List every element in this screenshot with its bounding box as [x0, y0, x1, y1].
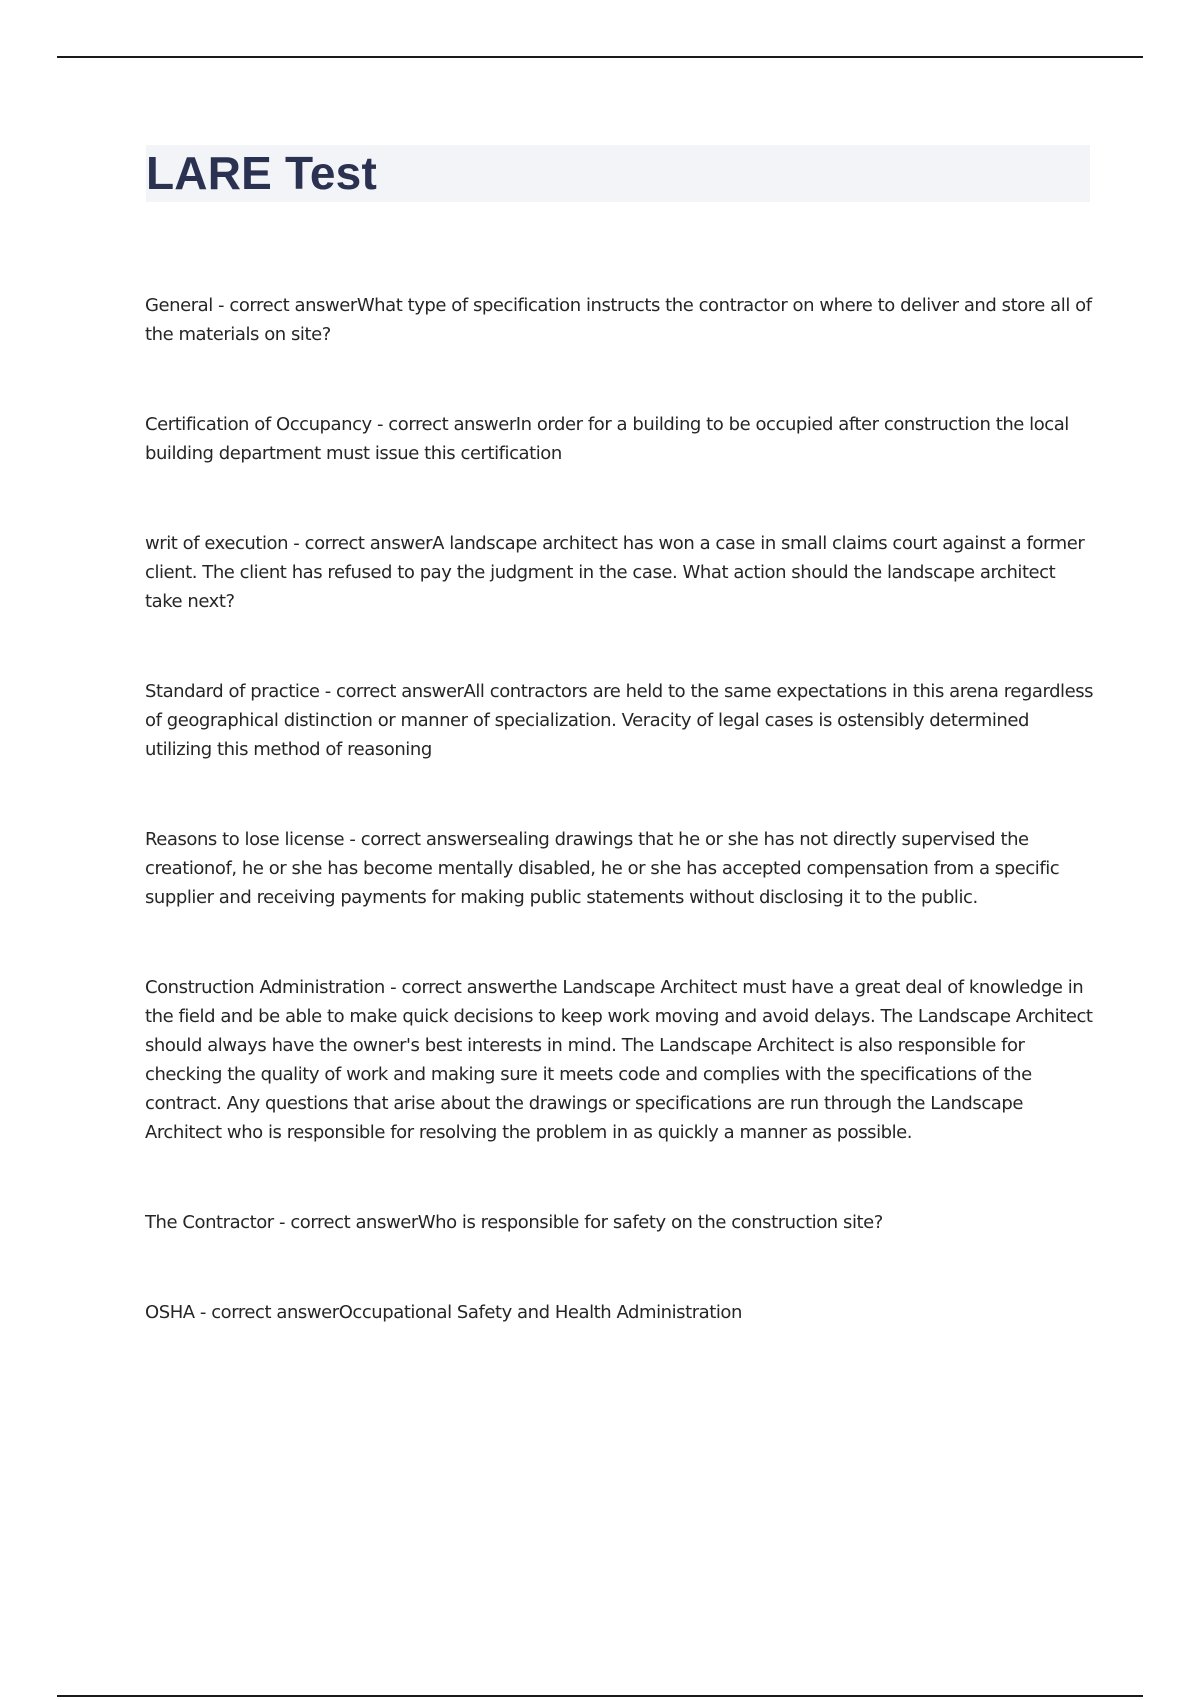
page-title: LARE Test: [146, 147, 377, 199]
entry-general: General - correct answerWhat type of specification instructs the contractor on where to deliver and store all of the materials on site?: [145, 295, 1092, 345]
entry-standard-of-practice: Standard of practice - correct answerAll contractors are held to the same expectations in this arena regardless of geographical distinction or manner of specialization. Veracity of legal cases is ostensibly determined utilizing this method of reasoning: [145, 681, 1094, 760]
entry-certification-of-occupancy: Certification of Occupancy - correct answerIn order for a building to be occupied after construction the local building department must issue this certification: [145, 414, 1069, 464]
top-rule: [57, 56, 1143, 58]
entry-reasons-to-lose-license: Reasons to lose license - correct answersealing drawings that he or she has not directly supervised the creationof, he or she has become mentally disabled, he or she has accepted compensation from a specific supplier and receiving payments for making public statements without disclosing it to the public.: [145, 829, 1060, 908]
entry-construction-administration: Construction Administration - correct answerthe Landscape Architect must have a great deal of knowledge in the field and be able to make quick decisions to keep work moving and avoid delays. The Landscape Architect should always have the owner's best interests in mind. The Landscape Architect is also responsible for checking the quality of work and making sure it meets code and complies with the specifications of the contract. Any questions that arise about the drawings or specifications are run through the Landscape Architect who is responsible for resolving the problem in as quickly a manner as possible.: [145, 977, 1093, 1143]
entry-the-contractor: The Contractor - correct answerWho is responsible for safety on the construction site?: [145, 1212, 883, 1233]
bottom-rule: [57, 1695, 1143, 1697]
entry-osha: OSHA - correct answerOccupational Safety and Health Administration: [145, 1302, 742, 1323]
entry-list: [145, 291, 1095, 1388]
entry-writ-of-execution: writ of execution - correct answerA landscape architect has won a case in small claims court against a former client. The client has refused to pay the judgment in the case. What action should the landscape architect take next?: [145, 533, 1085, 612]
